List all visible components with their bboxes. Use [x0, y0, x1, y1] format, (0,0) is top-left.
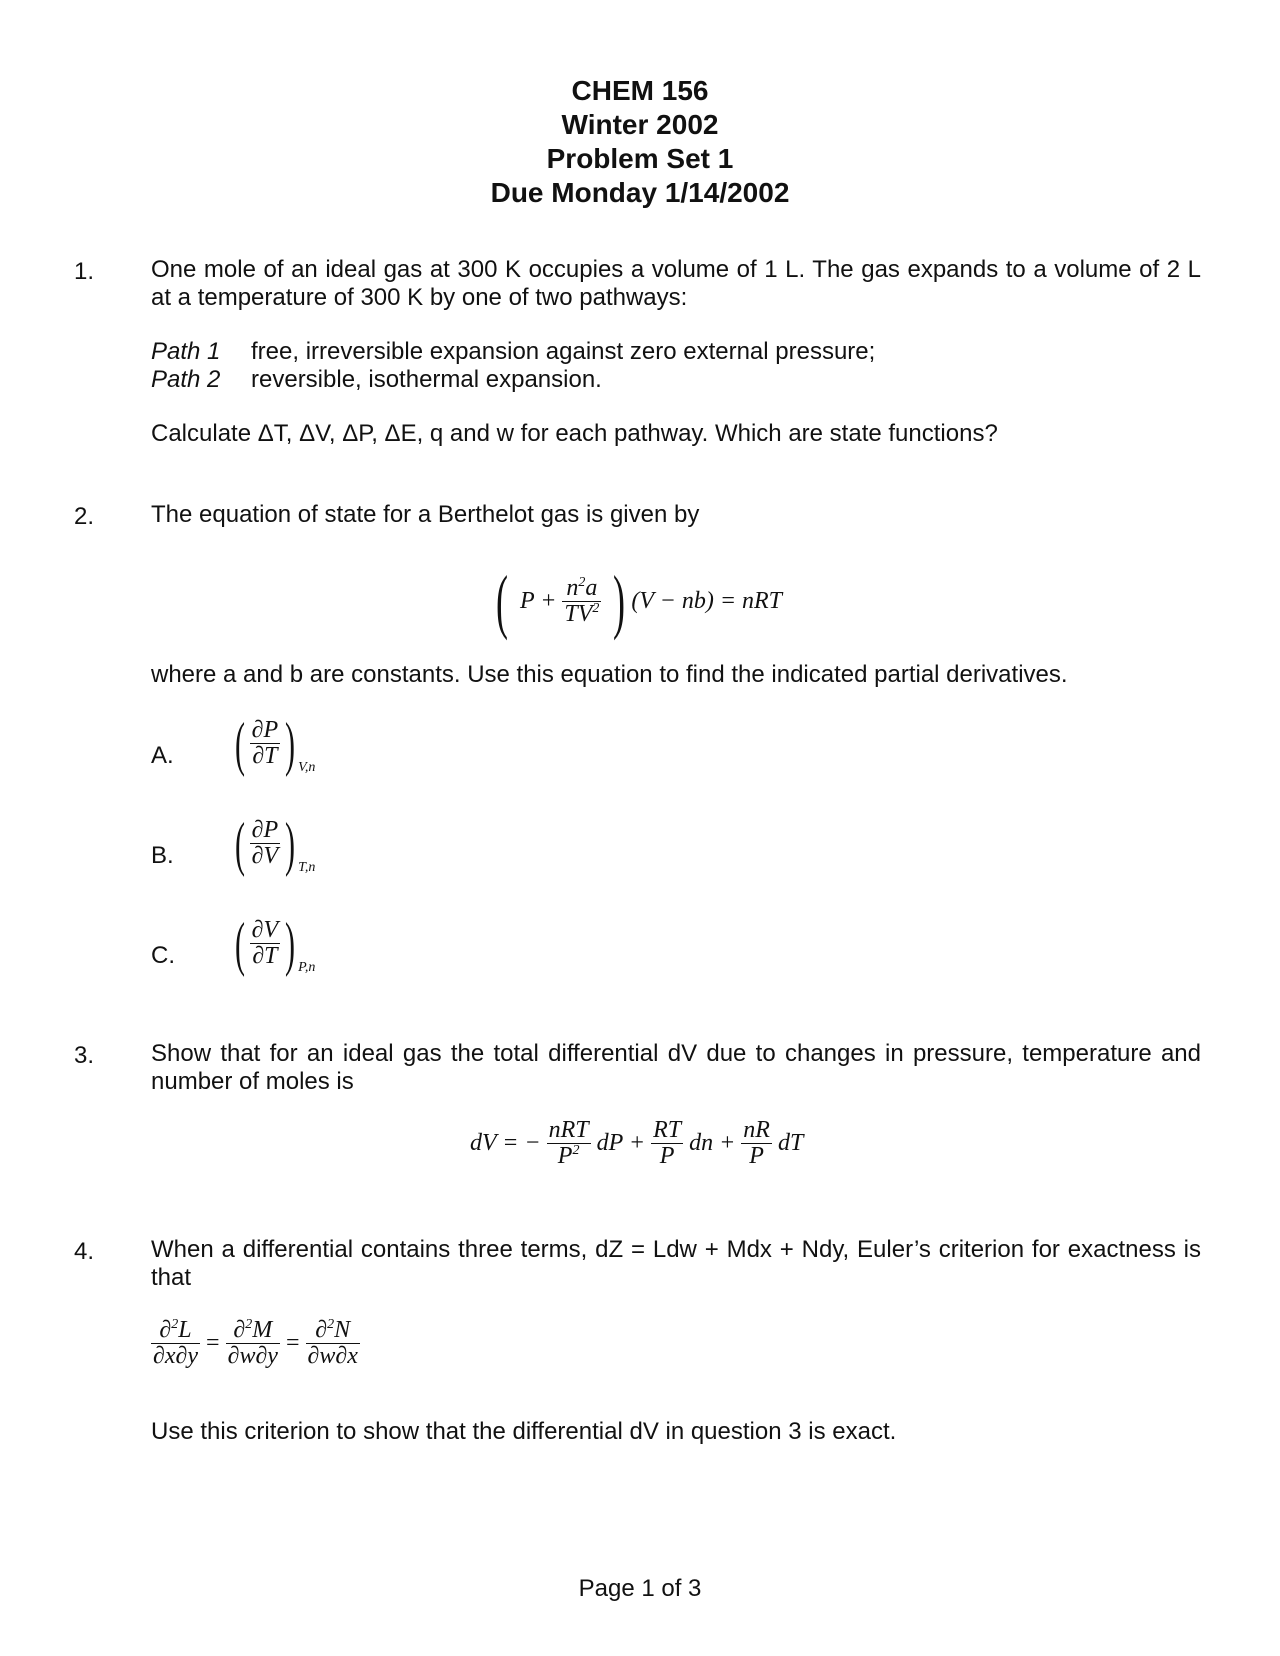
part-b-expression: ( $\frac{\partial P}{\partial V}$ ) $_{T,n}$	[234, 810, 316, 877]
question-4-number: 4.	[74, 1238, 95, 1265]
course-title: CHEM 156	[571, 75, 709, 106]
question-2-number: 2.	[74, 503, 95, 530]
due-date: Due Monday 1/14/2002	[490, 177, 790, 208]
derivative-part-c	[151, 910, 1201, 977]
part-b-numerator: ∂P	[251, 817, 279, 843]
question-2-note: where a and b are constants. Use this equation to find the indicated partial derivatives.	[151, 661, 1068, 688]
part-a-subscript: V,n	[298, 760, 316, 776]
question-3-intro: Show that for an ideal gas the total differential dV due to changes in pressure, temperature and number of moles is	[151, 1040, 1201, 1095]
path-1-desc: free, irreversible expansion against zero external pressure;	[251, 338, 876, 365]
part-b-subscript: T,n	[298, 860, 316, 876]
question-2-intro: The equation of state for a Berthelot gas is given by	[151, 501, 700, 528]
question-1-intro: One mole of an ideal gas at 300 K occupies a volume of 1 L. The gas expands to a volume of 2 L at a temperature of 300 K by one of two pathways:	[151, 256, 1201, 311]
path-1-label: Path 1	[151, 338, 221, 365]
berthelot-equation: ( P + $\frac{n^2a}{TV^2}$ ) (V − nb) = nRT	[495, 561, 783, 641]
part-c-numerator: ∂V	[251, 917, 279, 943]
part-a-numerator: ∂P	[251, 717, 279, 743]
question-1-task: Calculate ΔT, ΔV, ΔP, ΔE, q and w for each pathway. Which are state functions?	[151, 420, 998, 447]
part-c-denominator: ∂T	[252, 943, 278, 970]
part-a-label: A.	[151, 742, 174, 770]
differential-dv-equation: dV = − $\frac{\text{nRT}}{P^2}$ dP + $\frac{RT}{P}$ dn + $\frac{nR}{P}$ dT	[470, 1117, 804, 1170]
path-2-label: Path 2	[151, 366, 221, 393]
part-b-label: B.	[151, 842, 174, 870]
question-3-number: 3.	[74, 1042, 95, 1069]
derivative-part-a	[151, 710, 1201, 777]
document-header	[0, 74, 1280, 210]
problem-set-title: Problem Set 1	[546, 143, 734, 174]
question-1-paths	[151, 338, 1201, 394]
part-c-expression: ( $\frac{\partial V}{\partial T}$ ) $_{P,n}$	[234, 910, 316, 977]
part-a-denominator: ∂T	[252, 743, 278, 770]
path-1	[151, 338, 1201, 366]
euler-criterion-equation: $\frac{\partial^2L}{\partial x\partial y}$ = $\frac{\partial^2M}{\partial w\partial y}$ = $\frac{\partial^2N}{\partial w\partial x}$	[153, 1317, 358, 1370]
part-c-label: C.	[151, 942, 175, 970]
part-c-subscript: P,n	[298, 960, 316, 976]
question-4-intro: When a differential contains three terms, dZ = Ldw + Mdx + Ndy, Euler’s criterion for exactness is that	[151, 1236, 1201, 1291]
term: Winter 2002	[561, 109, 719, 140]
path-2	[151, 366, 1201, 394]
path-2-desc: reversible, isothermal expansion.	[251, 366, 602, 393]
part-b-denominator: ∂V	[251, 843, 279, 870]
question-4-task: Use this criterion to show that the differential dV in question 3 is exact.	[151, 1418, 897, 1445]
derivative-part-b	[151, 810, 1201, 877]
part-a-expression: ( $\frac{\partial P}{\partial T}$ ) $_{V,n}$	[234, 710, 316, 777]
page-number: Page 1 of 3	[578, 1575, 702, 1602]
question-1-number: 1.	[74, 258, 95, 285]
